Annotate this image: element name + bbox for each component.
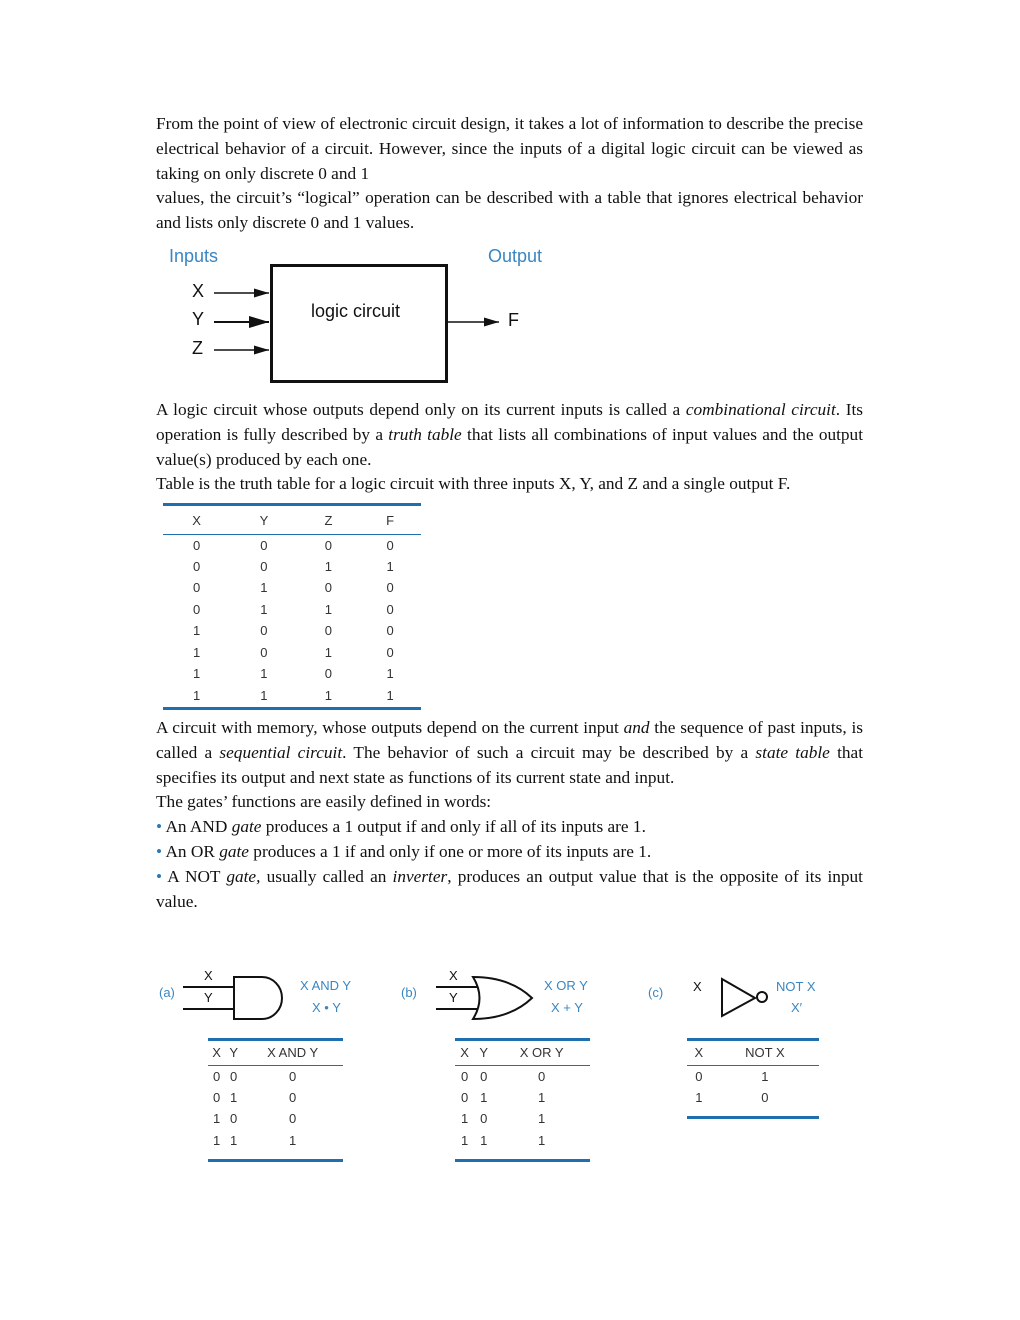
- gate-tag: (b): [401, 985, 417, 1000]
- term: gate: [231, 817, 262, 837]
- input-y: Y: [192, 309, 205, 329]
- arrows: [0, 0, 1020, 400]
- col-header: Y: [259, 513, 269, 529]
- text: A NOT: [167, 866, 227, 886]
- table-row: [455, 1130, 590, 1152]
- table-cell: 0: [230, 1068, 238, 1084]
- table-row: [163, 577, 421, 599]
- col-header: Y: [479, 1045, 489, 1061]
- table-cell: 0: [212, 1089, 221, 1105]
- table-cell: 1: [386, 558, 394, 574]
- text: An OR: [165, 841, 220, 861]
- table-cell: 1: [386, 687, 394, 703]
- text: , produces an output value that is the opposite of its input value.: [156, 866, 863, 911]
- text: produces a 1 if and only if one or more of its inputs are 1.: [248, 841, 652, 861]
- bullet-icon: •: [156, 866, 163, 886]
- text: usually called an: [260, 866, 393, 886]
- table-cell: 1: [193, 644, 201, 660]
- text: A logic circuit whose outputs depend only on its current inputs is called a: [156, 400, 686, 419]
- table-cell: 0: [260, 644, 268, 660]
- gate-input-label: Y: [449, 990, 458, 1005]
- table-cell: 1: [288, 1132, 297, 1148]
- table-cell: 0: [460, 1068, 469, 1084]
- table-cell: 0: [193, 601, 201, 617]
- col-header: X: [212, 1045, 221, 1061]
- table-cell: 0: [386, 537, 394, 553]
- table-cell: 1: [324, 601, 333, 617]
- text: that specifies its output and next state as functions of its current state and input.: [156, 742, 864, 787]
- term: gate: [219, 841, 249, 861]
- bullet-icon: •: [156, 841, 163, 861]
- col-header: F: [386, 513, 395, 529]
- gate-input-label: X: [204, 968, 213, 983]
- table-cell: 0: [193, 558, 201, 574]
- gate-expression: X + Y: [551, 1000, 583, 1015]
- table-cell: 0: [460, 1089, 469, 1105]
- gate-tag: (a): [159, 985, 175, 1000]
- gate-tag: (c): [648, 985, 664, 1000]
- truth-table: [163, 503, 421, 710]
- col-header: X OR Y: [519, 1045, 564, 1061]
- table-row: [163, 642, 421, 664]
- text: . Its operation is fully described by a: [156, 400, 864, 444]
- table-row: [208, 1108, 343, 1130]
- table-row: [687, 1065, 819, 1087]
- table-row: [163, 663, 421, 685]
- box-label: logic circuit: [311, 301, 401, 321]
- term: inverter: [392, 866, 448, 886]
- intro-text-1: From the point of view of electronic circuit design, it takes a lot of information to describe the precise electrical behavior of a circuit. However, since the inputs of a digital logic circuit can be viewed as taking on only discrete 0 and 1: [156, 114, 863, 183]
- table-row: [687, 1087, 819, 1109]
- col-header: X AND Y: [267, 1045, 319, 1061]
- table-cell: 0: [480, 1111, 488, 1127]
- table-cell: 0: [230, 1111, 238, 1127]
- table-cell: 1: [324, 644, 333, 660]
- gate-name: X OR Y: [544, 978, 588, 993]
- text: the sequence of past inputs, is called a: [156, 718, 863, 762]
- term: gate,: [226, 866, 261, 886]
- table-cell: 0: [761, 1089, 769, 1105]
- text: that lists all combinations of input values and the output value(s) produced by each one.: [156, 424, 864, 469]
- header-row: [208, 1041, 343, 1065]
- table-cell: 0: [324, 580, 333, 596]
- and-gate-icon: [183, 977, 282, 1019]
- table-cell: 1: [695, 1089, 703, 1105]
- gate-expression: X′: [791, 1000, 803, 1015]
- table-cell: 0: [288, 1089, 297, 1105]
- table-row: [163, 599, 421, 621]
- table-cell: 0: [386, 644, 394, 660]
- table-cell: 0: [288, 1068, 297, 1084]
- table-row: [163, 534, 421, 556]
- table-cell: 1: [324, 687, 333, 703]
- text: Table is the truth table for a logic circuit with three inputs X, Y, and Z and a single output F.: [156, 474, 791, 494]
- table-cell: 0: [324, 537, 333, 553]
- text: . The behavior of such a circuit may be described by a: [342, 742, 756, 762]
- table-cell: 1: [480, 1132, 488, 1148]
- table-cell: 1: [260, 687, 268, 703]
- table-cell: 1: [460, 1111, 469, 1127]
- table-row: [208, 1065, 343, 1087]
- col-header: X: [694, 1045, 704, 1061]
- table-cell: 1: [193, 623, 201, 639]
- term: sequential circuit: [219, 742, 343, 762]
- input-z: Z: [192, 338, 203, 358]
- table-cell: 0: [193, 537, 201, 553]
- intro-text-2: values, the circuit’s “logical” operation can be described with a table that ignores electrical behavior and lists only discrete 0 and 1 values.: [156, 188, 863, 233]
- table-cell: 1: [538, 1132, 546, 1148]
- table-row: [163, 620, 421, 642]
- gate-name: NOT X: [776, 979, 816, 994]
- table-row: [208, 1130, 343, 1152]
- table-cell: 1: [260, 601, 268, 617]
- table-cell: 0: [260, 537, 268, 553]
- table-cell: 0: [480, 1068, 488, 1084]
- sequential-paragraph: [156, 716, 863, 914]
- gate-input-label: X: [693, 979, 702, 994]
- table-cell: 0: [386, 601, 394, 617]
- table-row: [163, 556, 421, 578]
- table-row: [455, 1087, 590, 1109]
- table-cell: 1: [193, 687, 201, 703]
- gate-name: X AND Y: [300, 978, 352, 993]
- table-cell: 1: [212, 1132, 221, 1148]
- table-cell: 1: [230, 1132, 238, 1148]
- table-cell: 1: [230, 1089, 238, 1105]
- inputs-label: Inputs: [169, 246, 219, 266]
- table-cell: 0: [695, 1068, 703, 1084]
- table-row: [208, 1087, 343, 1109]
- header-row: [163, 508, 421, 534]
- table-cell: 0: [324, 623, 333, 639]
- gate-input-label: X: [449, 968, 458, 983]
- term: and: [623, 718, 650, 737]
- table-row: [455, 1065, 590, 1087]
- table-row: [455, 1108, 590, 1130]
- gate-truth-table: [455, 1038, 590, 1162]
- bullet-not: [156, 867, 863, 911]
- table-cell: 0: [260, 623, 268, 639]
- table-cell: 1: [386, 666, 394, 682]
- table-cell: 1: [480, 1089, 488, 1105]
- table-cell: 0: [538, 1068, 546, 1084]
- col-header: NOT X: [745, 1045, 785, 1061]
- gate-truth-table: [208, 1038, 343, 1162]
- table-cell: 1: [538, 1089, 546, 1105]
- table-cell: 1: [193, 666, 201, 682]
- table-cell: 1: [260, 580, 268, 596]
- output-f: F: [508, 310, 519, 330]
- table-cell: 0: [386, 623, 394, 639]
- term: truth table: [388, 424, 462, 444]
- gate-input-label: Y: [204, 990, 213, 1005]
- col-header: Y: [229, 1045, 238, 1061]
- table-cell: 1: [212, 1111, 221, 1127]
- table-row: [163, 685, 421, 707]
- bullet-or: [156, 842, 651, 861]
- term: state table: [755, 742, 830, 762]
- table-cell: 1: [324, 558, 333, 574]
- col-header: Z: [324, 513, 333, 529]
- bullet-and: [156, 817, 646, 836]
- gate-table-grid: [455, 1041, 590, 1151]
- table-cell: 0: [288, 1111, 297, 1127]
- input-x: X: [192, 281, 205, 301]
- table-cell: 0: [260, 558, 268, 574]
- output-label: Output: [488, 246, 543, 266]
- gate-truth-table: [687, 1038, 819, 1119]
- col-header: X: [460, 1045, 469, 1061]
- table-cell: 1: [761, 1068, 769, 1084]
- text: produces a 1 output if and only if all of its inputs are 1.: [261, 817, 646, 837]
- text: An AND: [165, 817, 232, 837]
- table-cell: 0: [386, 580, 394, 596]
- gate-symbols: [0, 960, 1020, 1040]
- table-cell: 1: [460, 1132, 469, 1148]
- header-row: [687, 1041, 819, 1065]
- gate-table-grid: [208, 1041, 343, 1151]
- gate-expression: X • Y: [312, 1000, 341, 1015]
- table-cell: 0: [212, 1068, 221, 1084]
- table-cell: 1: [260, 666, 268, 682]
- term: combinational circuit: [685, 400, 836, 419]
- text: The gates’ functions are easily defined in words:: [156, 792, 492, 812]
- table-cell: 1: [538, 1111, 546, 1127]
- truth-table-grid: [163, 508, 421, 706]
- header-row: [455, 1041, 590, 1065]
- col-header: X: [192, 513, 201, 529]
- text: A circuit with memory, whose outputs depend on the current input: [156, 718, 624, 737]
- table-cell: 0: [324, 666, 333, 682]
- table-cell: 0: [193, 580, 201, 596]
- bullet-icon: •: [156, 817, 163, 837]
- combinational-paragraph: [156, 398, 863, 497]
- not-gate-icon: [722, 979, 767, 1016]
- gate-table-grid: [687, 1041, 819, 1108]
